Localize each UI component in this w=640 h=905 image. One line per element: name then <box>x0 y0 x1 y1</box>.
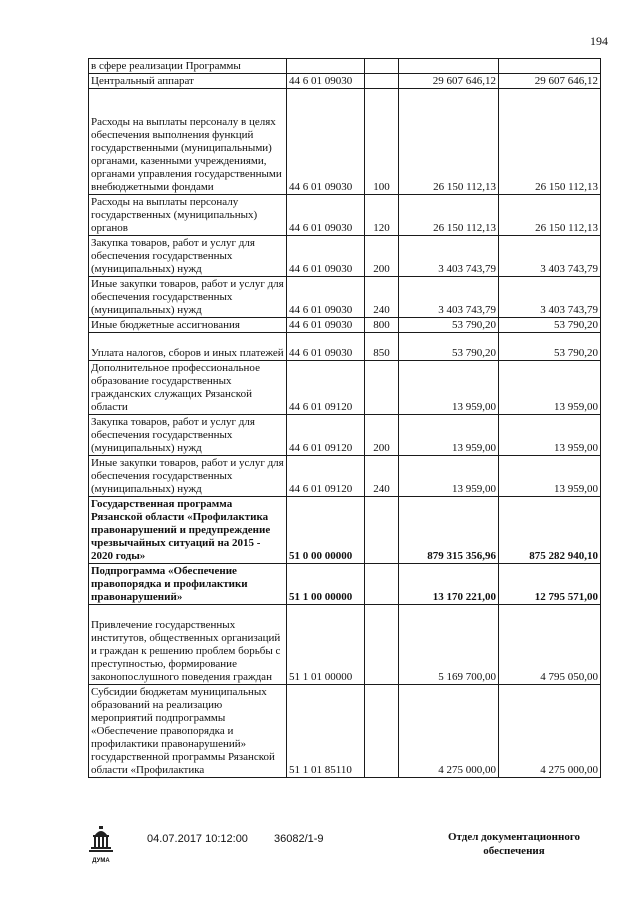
row-expense-type-cell: 240 <box>365 456 399 497</box>
row-year2-amount-cell: 53 790,20 <box>499 333 601 361</box>
row-code-cell: 44 6 01 09030 <box>287 277 365 318</box>
row-expense-type-cell <box>365 605 399 685</box>
row-code-cell: 44 6 01 09030 <box>287 195 365 236</box>
row-code-cell: 51 0 00 00000 <box>287 497 365 564</box>
row-name-cell: Расходы на выплаты персоналу в целях обеспечения выполнения функций государственными (муниципальными) органами, казенными учреждениями, органами управления государственными внебюджетными фондами <box>89 89 287 195</box>
page-number: 194 <box>590 34 608 48</box>
table-row <box>89 74 601 89</box>
row-year1-amount-cell: 53 790,20 <box>399 318 499 333</box>
footer-doc-id: 36082/1-9 <box>274 833 324 845</box>
row-name-cell: Уплата налогов, сборов и иных платежей <box>89 333 287 361</box>
row-code-cell: 44 6 01 09030 <box>287 318 365 333</box>
table-row <box>89 89 601 195</box>
table-row <box>89 195 601 236</box>
row-name-cell: Расходы на выплаты персоналу государственных (муниципальных) органов <box>89 195 287 236</box>
row-expense-type-cell: 100 <box>365 89 399 195</box>
logo-caption: ДУМА <box>92 858 110 864</box>
row-year1-amount-cell: 29 607 646,12 <box>399 74 499 89</box>
table-row <box>89 318 601 333</box>
row-expense-type-cell <box>365 685 399 778</box>
footer <box>0 825 640 885</box>
row-name-cell: в сфере реализации Программы <box>89 59 287 74</box>
row-name-cell: Закупка товаров, работ и услуг для обеспечения государственных (муниципальных) нужд <box>89 415 287 456</box>
row-year2-amount-cell: 12 795 571,00 <box>499 564 601 605</box>
row-code-cell: 44 6 01 09030 <box>287 333 365 361</box>
row-year2-amount-cell: 26 150 112,13 <box>499 89 601 195</box>
footer-department-line1: Отдел документационного <box>447 831 581 843</box>
row-name-cell: Привлечение государственных институтов, общественных организаций и граждан к решению проблем борьбы с преступностью, формирование законопослушного поведения граждан <box>89 605 287 685</box>
row-year2-amount-cell: 3 403 743,79 <box>499 236 601 277</box>
row-year1-amount-cell: 53 790,20 <box>399 333 499 361</box>
row-expense-type-cell: 120 <box>365 195 399 236</box>
table-row <box>89 277 601 318</box>
row-year1-amount-cell <box>399 59 499 74</box>
table-row <box>89 605 601 685</box>
row-name-cell: Государственная программа Рязанской области «Профилактика правонарушений и предупреждение чрезвычайных ситуаций на 2015 - 2020 годы» <box>89 497 287 564</box>
footer-department <box>430 830 598 858</box>
footer-date: 04.07.2017 10:12:00 <box>147 833 248 845</box>
row-code-cell: 51 1 00 00000 <box>287 564 365 605</box>
table-row <box>89 685 601 778</box>
row-name-cell: Иные бюджетные ассигнования <box>89 318 287 333</box>
row-code-cell: 44 6 01 09030 <box>287 74 365 89</box>
row-name-cell: Подпрограмма «Обеспечение правопорядка и профилактики правонарушений» <box>89 564 287 605</box>
row-name-cell: Закупка товаров, работ и услуг для обеспечения государственных (муниципальных) нужд <box>89 236 287 277</box>
row-expense-type-cell: 800 <box>365 318 399 333</box>
row-year1-amount-cell: 13 959,00 <box>399 456 499 497</box>
row-expense-type-cell <box>365 74 399 89</box>
row-expense-type-cell <box>365 564 399 605</box>
row-year1-amount-cell: 3 403 743,79 <box>399 277 499 318</box>
row-expense-type-cell <box>365 361 399 415</box>
row-year2-amount-cell: 13 959,00 <box>499 415 601 456</box>
row-year1-amount-cell: 13 959,00 <box>399 361 499 415</box>
row-code-cell <box>287 59 365 74</box>
row-year1-amount-cell: 26 150 112,13 <box>399 89 499 195</box>
row-expense-type-cell <box>365 497 399 564</box>
table-row <box>89 456 601 497</box>
budget-table-body <box>89 59 601 778</box>
row-year1-amount-cell: 879 315 356,96 <box>399 497 499 564</box>
row-name-cell: Центральный аппарат <box>89 74 287 89</box>
table-row <box>89 415 601 456</box>
table-row <box>89 59 601 74</box>
row-year2-amount-cell: 4 275 000,00 <box>499 685 601 778</box>
row-year2-amount-cell: 3 403 743,79 <box>499 277 601 318</box>
table-row <box>89 361 601 415</box>
row-year1-amount-cell: 4 275 000,00 <box>399 685 499 778</box>
row-year2-amount-cell: 4 795 050,00 <box>499 605 601 685</box>
row-year1-amount-cell: 13 170 221,00 <box>399 564 499 605</box>
row-year1-amount-cell: 13 959,00 <box>399 415 499 456</box>
row-name-cell: Иные закупки товаров, работ и услуг для обеспечения государственных (муниципальных) нужд <box>89 456 287 497</box>
row-year2-amount-cell <box>499 59 601 74</box>
row-year1-amount-cell: 5 169 700,00 <box>399 605 499 685</box>
row-code-cell: 44 6 01 09120 <box>287 415 365 456</box>
table-row <box>89 236 601 277</box>
table-row <box>89 564 601 605</box>
row-year2-amount-cell: 13 959,00 <box>499 456 601 497</box>
row-code-cell: 44 6 01 09120 <box>287 456 365 497</box>
row-year2-amount-cell: 26 150 112,13 <box>499 195 601 236</box>
row-code-cell: 44 6 01 09030 <box>287 236 365 277</box>
row-year2-amount-cell: 53 790,20 <box>499 318 601 333</box>
row-year2-amount-cell: 29 607 646,12 <box>499 74 601 89</box>
row-name-cell: Иные закупки товаров, работ и услуг для обеспечения государственных (муниципальных) нужд <box>89 277 287 318</box>
row-code-cell: 51 1 01 85110 <box>287 685 365 778</box>
row-code-cell: 51 1 01 00000 <box>287 605 365 685</box>
row-name-cell: Субсидии бюджетам муниципальных образований на реализацию мероприятий подпрограммы «Обеспечение правопорядка и профилактики правонарушений» государственной программы Рязанской области «Профилактика <box>89 685 287 778</box>
row-expense-type-cell: 200 <box>365 415 399 456</box>
row-year1-amount-cell: 3 403 743,79 <box>399 236 499 277</box>
duma-emblem-icon <box>88 825 114 861</box>
table-row <box>89 497 601 564</box>
budget-table <box>88 58 601 778</box>
row-expense-type-cell <box>365 59 399 74</box>
row-code-cell: 44 6 01 09120 <box>287 361 365 415</box>
table-row <box>89 333 601 361</box>
row-name-cell: Дополнительное профессиональное образование государственных гражданских служащих Рязанской области <box>89 361 287 415</box>
row-expense-type-cell: 240 <box>365 277 399 318</box>
row-year2-amount-cell: 875 282 940,10 <box>499 497 601 564</box>
row-expense-type-cell: 850 <box>365 333 399 361</box>
row-year2-amount-cell: 13 959,00 <box>499 361 601 415</box>
row-year1-amount-cell: 26 150 112,13 <box>399 195 499 236</box>
row-code-cell: 44 6 01 09030 <box>287 89 365 195</box>
row-expense-type-cell: 200 <box>365 236 399 277</box>
footer-department-line2: обеспечения <box>483 845 545 857</box>
